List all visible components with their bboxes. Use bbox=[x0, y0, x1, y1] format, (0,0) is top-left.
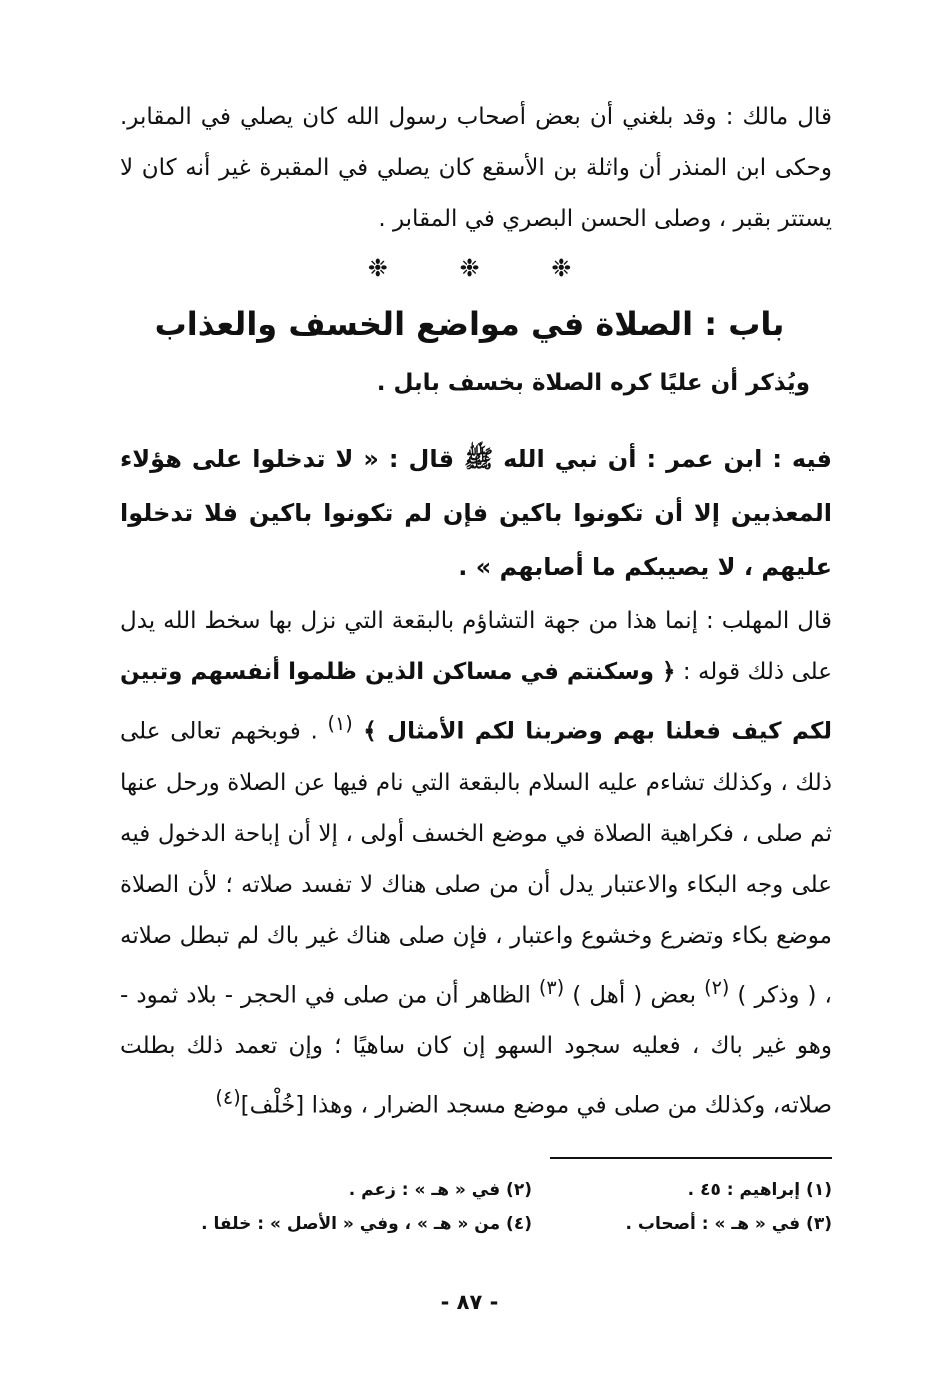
intro-block bbox=[120, 92, 832, 245]
footnote-divider bbox=[550, 1157, 832, 1159]
separator-star-icon: ❉ bbox=[459, 254, 480, 282]
footnote-ref-2: (٢) bbox=[704, 975, 730, 999]
footnote-4: (٤) من « هـ » ، وفي « الأصل » : خلفا . bbox=[201, 1214, 532, 1234]
intro-paragraph: قال مالك : وقد بلغني أن بعض أصحاب رسول الله كان يصلي في المقابر. وحكى ابن المنذر أن واثلة بن الأسقع كان يصلي في المقبرة غير أنه كان لا يستتر بقبر ، وصلى الحسن البصري في المقابر . bbox=[120, 104, 832, 232]
commentary-text-part3: بعض ( أهل ) bbox=[564, 982, 705, 1009]
chapter-title: باب : الصلاة في مواضع الخسف والعذاب bbox=[154, 305, 785, 343]
chapter-subtitle: ويُذكر أن عليًا كره الصلاة بخسف بابل . bbox=[376, 370, 810, 396]
footnote-2: (٢) في « هـ » : زعم . bbox=[348, 1180, 532, 1200]
footnote-ref-4: (٤) bbox=[215, 1086, 241, 1110]
footnote-ref-1: (١) bbox=[327, 712, 353, 735]
footnote-3: (٣) في « هـ » : أصحاب . bbox=[625, 1214, 832, 1234]
commentary-paragraph bbox=[120, 596, 832, 1132]
commentary-text-part2: . فوبخهم تعالى على ذلك ، وكذلك تشاءم عليه السلام بالبقعة التي نام فيها عن الصلاة ورحل عنها ثم صلى ، فكراهية الصلاة في موضع الخسف أولى ، إلا أن إباحة الدخول فيه على وجه البكاء والاعتبار يدل أن من صلى هناك لا تفسد صلاته ؛ لأن الصلاة موضع بكاء وتضرع وخشوع واعتبار ، فإن صلى هناك غير باك لم تبطل صلاته ، ( وذكر ) bbox=[120, 718, 832, 1009]
commentary-block bbox=[120, 596, 832, 1132]
separator-star-icon: ❉ bbox=[367, 254, 388, 282]
footnote-ref-3: (٣) bbox=[538, 975, 565, 999]
commentary-text-part1: قال المهلب : إنما هذا من جهة التشاؤم بالبقعة التي نزل بها سخط الله يدل على ذلك قوله : bbox=[120, 608, 832, 685]
page-number: - ٨٧ - bbox=[440, 1290, 499, 1314]
footnote-1: (١) إبراهيم : ٤٥ . bbox=[687, 1180, 832, 1200]
hadith-paragraph: فيه : ابن عمر : أن نبي الله ﷺ قال : « لا تدخلوا على هؤلاء المعذبين إلا أن تكونوا باكين فإن لم تكونوا باكين فلا تدخلوا عليهم ، لا يصيبكم ما أصابهم » . bbox=[120, 445, 832, 581]
quran-verse: ﴿ وسكنتم في مساكن الذين ظلموا أنفسهم وتبين لكم كيف فعلنا بهم وضربنا لكم الأمثال ﴾ bbox=[120, 659, 833, 745]
section-separator bbox=[0, 254, 939, 282]
commentary-text-part4: الظاهر أن من صلى في الحجر - بلاد ثمود - وهو غير باك ، فعليه سجود السهو إن كان ساهيًا ؛ وإن تعمد ذلك بطلت صلاته، وكذلك من صلى في موضع مسجد الضرار ، وهذا [خُلْف] bbox=[120, 982, 832, 1119]
separator-star-icon: ❉ bbox=[551, 254, 572, 282]
hadith-block bbox=[120, 432, 832, 594]
